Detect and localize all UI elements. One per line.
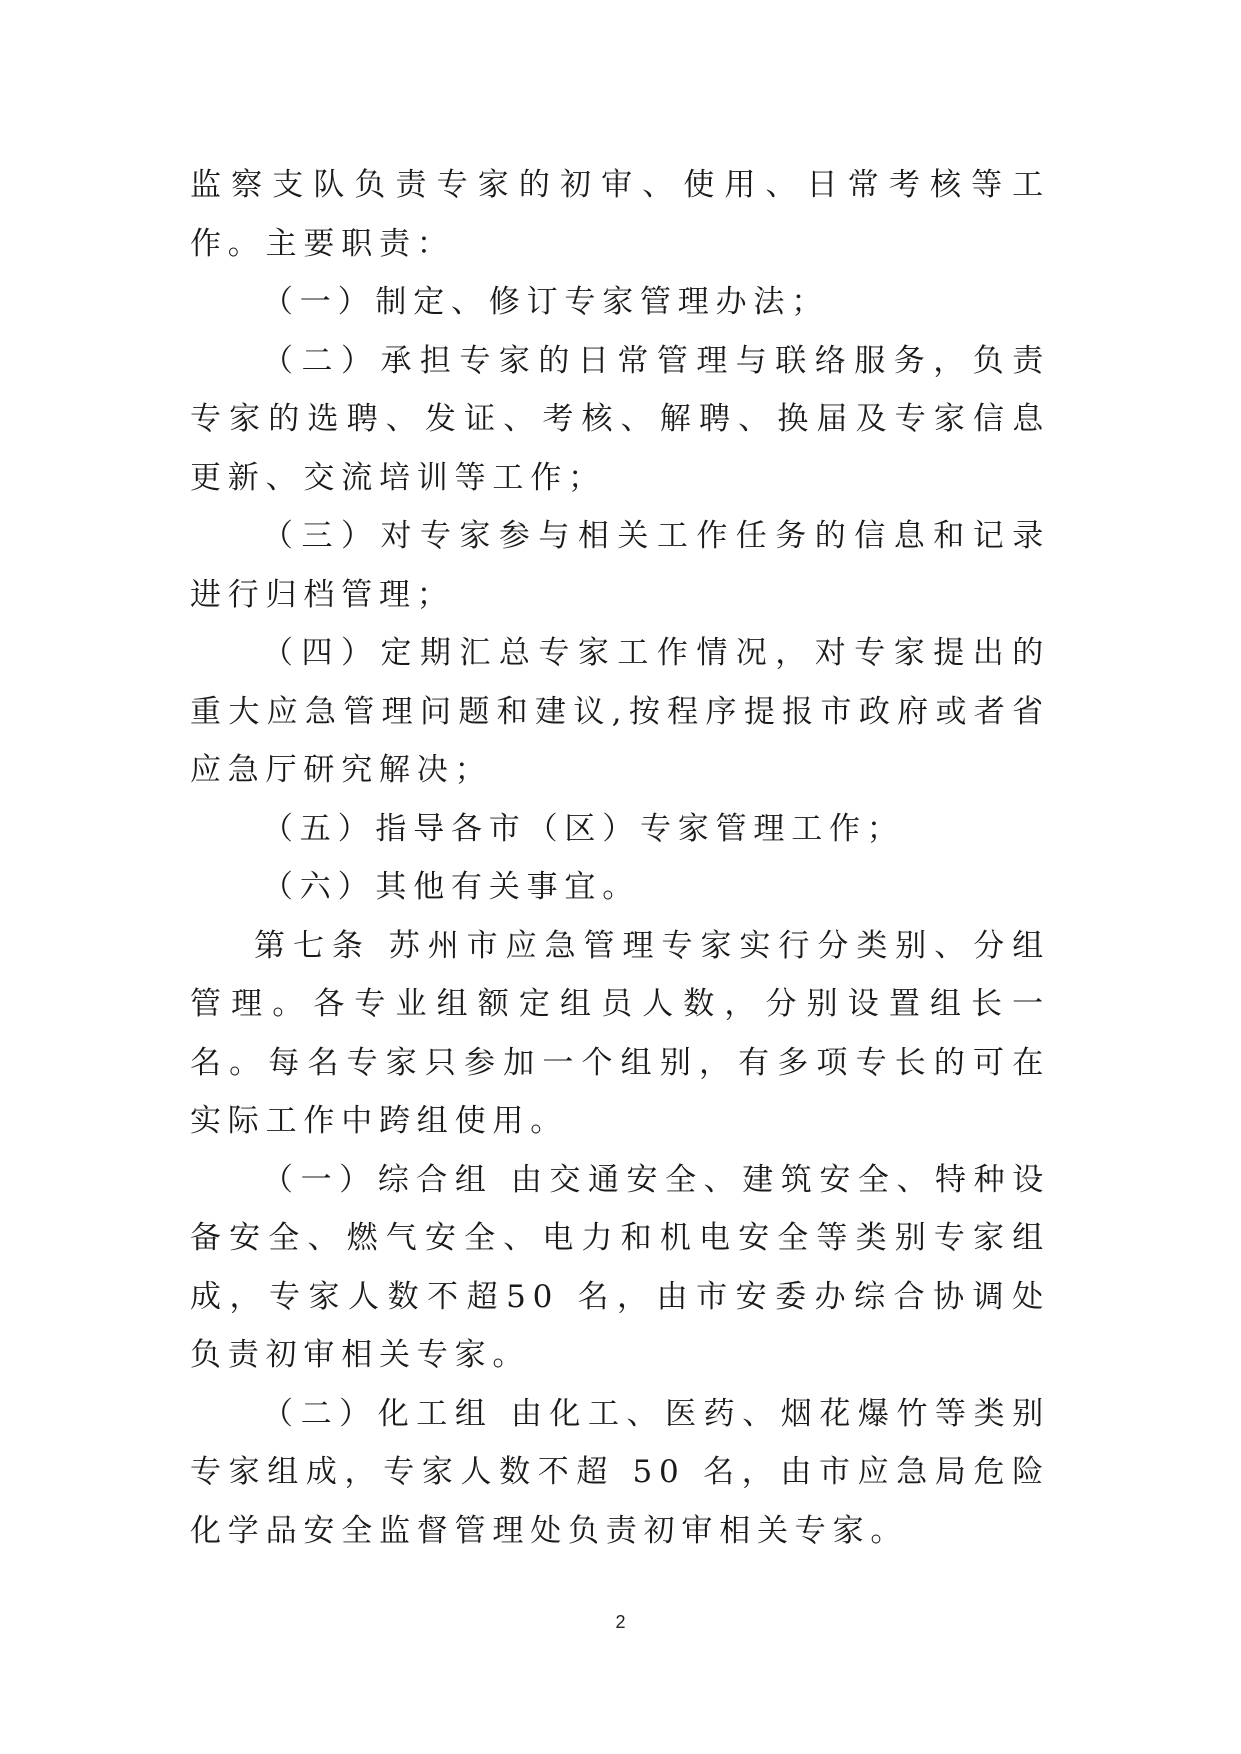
page-number: 2 — [615, 1612, 626, 1632]
paragraph-group-general: （一）综合组 由交通安全、建筑安全、特种设备安全、燃气安全、电力和机电安全等类别专家组成，专家人数不超50 名，由市安委办综合协调处负责初审相关专家。 — [190, 1161, 1050, 1373]
paragraph-duty-5: （五）指导各市（区）专家管理工作； — [262, 810, 905, 847]
paragraph-group-chemical: （二）化工组 由化工、医药、烟花爆竹等类别专家组成，专家人数不超 50 名，由市应急局危险化学品安全监督管理处负责初审相关专家。 — [190, 1395, 1050, 1549]
paragraph-duty-3: （三）对专家参与相关工作任务的信息和记录进行归档管理； — [190, 518, 1050, 613]
paragraph-duty-2: （二）承担专家的日常管理与联络服务，负责专家的选聘、发证、考核、解聘、换届及专家信息更新、交流培训等工作； — [190, 342, 1050, 496]
paragraph-article-7: 第七条 苏州市应急管理专家实行分类别、分组管理。各专业组额定组员人数，分别设置组长一名。每名专家只参加一个组别，有多项专长的可在实际工作中跨组使用。 — [190, 927, 1050, 1139]
document-body — [190, 156, 1050, 1560]
paragraph-duty-1: （一）制定、修订专家管理办法； — [262, 284, 829, 320]
paragraph-duties-intro: 监察支队负责专家的初审、使用、日常考核等工作。主要职责： — [190, 167, 1050, 262]
paragraph-duty-4: （四）定期汇总专家工作情况，对专家提出的重大应急管理问题和建议,按程序提报市政府或者省应急厅研究解决； — [190, 635, 1050, 788]
paragraph-duty-6: （六）其他有关事宜。 — [262, 869, 640, 905]
